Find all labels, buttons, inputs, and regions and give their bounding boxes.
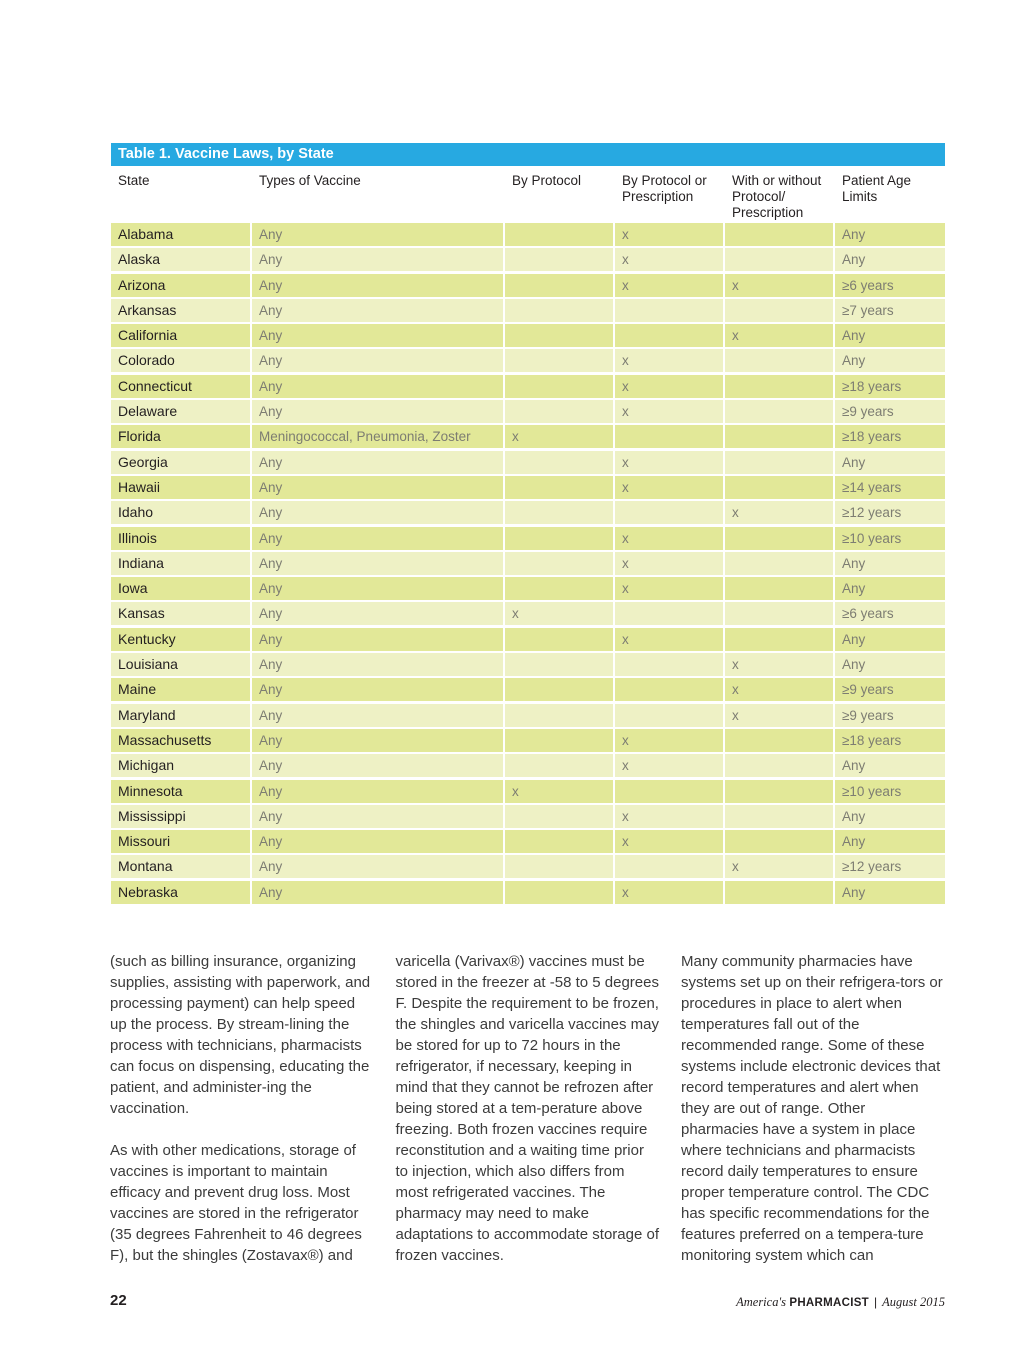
cell-types: Any xyxy=(252,729,503,752)
cell-age-limit: Any xyxy=(835,653,945,676)
cell-protocol-or-prescription xyxy=(615,299,723,322)
cell-with-or-without: x xyxy=(725,324,833,347)
cell-by-protocol xyxy=(505,805,613,828)
cell-by-protocol xyxy=(505,349,613,372)
cell-state: Colorado xyxy=(111,349,250,372)
cell-by-protocol: x xyxy=(505,602,613,625)
cell-age-limit: ≥18 years xyxy=(835,425,945,448)
paragraph: Many community pharmacies have systems set up on their refrigera-tors or procedures in place to alert when temperatures fall out of the recommended range. Some of these systems include electronic devices that record temperatures and alert when they are out of range. Other pharmacies have a system in place where technicians and pharmacists record daily temperatures to ensure proper temperature control. The CDC has specific recommendations for the features preferred on a tempera-ture monitoring system which can xyxy=(681,953,943,1264)
cell-with-or-without xyxy=(725,425,833,448)
cell-age-limit: ≥18 years xyxy=(835,729,945,752)
table-title: Table 1. Vaccine Laws, by State xyxy=(111,143,945,166)
cell-types: Any xyxy=(252,552,503,575)
header-state: State xyxy=(118,173,150,188)
cell-protocol-or-prescription: x xyxy=(615,754,723,777)
cell-protocol-or-prescription: x xyxy=(615,476,723,499)
cell-types: Any xyxy=(252,274,503,297)
cell-types: Any xyxy=(252,324,503,347)
cell-with-or-without xyxy=(725,375,833,398)
cell-state: Maine xyxy=(111,678,250,701)
cell-age-limit: Any xyxy=(835,628,945,651)
header-by-protocol-or-prescription: By Protocol or Prescription xyxy=(622,173,707,204)
cell-by-protocol: x xyxy=(505,425,613,448)
table-row xyxy=(111,678,945,703)
table-row xyxy=(111,855,945,880)
cell-age-limit: Any xyxy=(835,349,945,372)
cell-protocol-or-prescription: x xyxy=(615,375,723,398)
cell-types: Meningococcal, Pneumonia, Zoster xyxy=(252,425,503,448)
table-row xyxy=(111,552,945,577)
table-row xyxy=(111,628,945,653)
cell-types: Any xyxy=(252,855,503,878)
cell-age-limit: ≥10 years xyxy=(835,527,945,550)
cell-by-protocol: x xyxy=(505,780,613,803)
table-row xyxy=(111,881,945,906)
cell-with-or-without xyxy=(725,451,833,474)
table-row xyxy=(111,704,945,729)
cell-state: Arkansas xyxy=(111,299,250,322)
cell-protocol-or-prescription: x xyxy=(615,274,723,297)
cell-age-limit: Any xyxy=(835,248,945,271)
cell-with-or-without: x xyxy=(725,274,833,297)
cell-state: Alabama xyxy=(111,223,250,246)
table-row xyxy=(111,653,945,678)
cell-with-or-without xyxy=(725,754,833,777)
paragraph: (such as billing insurance, organizing supplies, assisting with paperwork, and processing payment) can help speed up the process. By stream-lining the process with technicians, pharmacists can focus on dispensing, educating the patient, and administer-ing the vaccination. xyxy=(110,953,371,1117)
cell-age-limit: ≥9 years xyxy=(835,704,945,727)
cell-age-limit: ≥14 years xyxy=(835,476,945,499)
table-row xyxy=(111,299,945,324)
table-row xyxy=(111,527,945,552)
cell-by-protocol xyxy=(505,527,613,550)
cell-age-limit: Any xyxy=(835,805,945,828)
cell-types: Any xyxy=(252,830,503,853)
publication-masthead xyxy=(736,1295,945,1310)
cell-age-limit: Any xyxy=(835,552,945,575)
table-row xyxy=(111,780,945,805)
table-row xyxy=(111,729,945,754)
cell-types: Any xyxy=(252,476,503,499)
cell-age-limit: ≥12 years xyxy=(835,855,945,878)
cell-protocol-or-prescription: x xyxy=(615,451,723,474)
cell-age-limit: Any xyxy=(835,223,945,246)
cell-with-or-without xyxy=(725,476,833,499)
cell-with-or-without xyxy=(725,830,833,853)
issue-date: August 2015 xyxy=(882,1295,945,1309)
header-by-protocol: By Protocol xyxy=(512,173,582,188)
cell-with-or-without xyxy=(725,223,833,246)
cell-protocol-or-prescription xyxy=(615,678,723,701)
cell-state: Missouri xyxy=(111,830,250,853)
cell-with-or-without xyxy=(725,602,833,625)
cell-age-limit: ≥6 years xyxy=(835,602,945,625)
cell-by-protocol xyxy=(505,628,613,651)
cell-by-protocol xyxy=(505,577,613,600)
cell-with-or-without xyxy=(725,729,833,752)
cell-protocol-or-prescription xyxy=(615,855,723,878)
cell-state: Georgia xyxy=(111,451,250,474)
cell-with-or-without xyxy=(725,299,833,322)
cell-with-or-without xyxy=(725,780,833,803)
article-column-2 xyxy=(396,951,660,1266)
cell-by-protocol xyxy=(505,223,613,246)
cell-state: Louisiana xyxy=(111,653,250,676)
cell-with-or-without: x xyxy=(725,855,833,878)
cell-age-limit: ≥18 years xyxy=(835,375,945,398)
cell-state: Iowa xyxy=(111,577,250,600)
table-row xyxy=(111,754,945,779)
cell-by-protocol xyxy=(505,704,613,727)
cell-age-limit: ≥9 years xyxy=(835,678,945,701)
cell-types: Any xyxy=(252,678,503,701)
cell-by-protocol xyxy=(505,274,613,297)
cell-with-or-without xyxy=(725,552,833,575)
paragraph: As with other medications, storage of vaccines is important to maintain efficacy and prevent drug loss. Most vaccines are stored in the refrigerator (35 degrees Fahrenheit to 46 degrees F), but the shingles (Zostavax®) and xyxy=(110,1142,362,1264)
cell-by-protocol xyxy=(505,324,613,347)
cell-types: Any xyxy=(252,577,503,600)
cell-types: Any xyxy=(252,805,503,828)
cell-with-or-without: x xyxy=(725,678,833,701)
cell-with-or-without xyxy=(725,349,833,372)
cell-with-or-without xyxy=(725,628,833,651)
paragraph: varicella (Varivax®) vaccines must be stored in the freezer at -58 to 5 degrees F. Despite the requirement to be frozen, the shingles and varicella vaccines may be stored for up to 72 hours in the refrigerator, if necessary, keeping in mind that they cannot be refrozen after being stored at a tem-perature above freezing. Both frozen vaccines require reconstitution and a waiting time prior to injection, which also differs from most refrigerated vaccines. The pharmacy may need to make adaptations to accommodate storage of frozen vaccines. xyxy=(395,953,659,1264)
cell-state: Kansas xyxy=(111,602,250,625)
page-footer xyxy=(110,1290,945,1314)
table-row xyxy=(111,451,945,476)
table-row xyxy=(111,223,945,248)
cell-types: Any xyxy=(252,223,503,246)
cell-with-or-without xyxy=(725,400,833,423)
cell-types: Any xyxy=(252,349,503,372)
table-row xyxy=(111,400,945,425)
cell-by-protocol xyxy=(505,653,613,676)
cell-by-protocol xyxy=(505,400,613,423)
table-row xyxy=(111,274,945,299)
cell-by-protocol xyxy=(505,855,613,878)
cell-state: Connecticut xyxy=(111,375,250,398)
table-row xyxy=(111,425,945,450)
cell-types: Any xyxy=(252,375,503,398)
page-number: 22 xyxy=(110,1292,127,1309)
cell-age-limit: Any xyxy=(835,324,945,347)
cell-state: Michigan xyxy=(111,754,250,777)
cell-types: Any xyxy=(252,653,503,676)
cell-protocol-or-prescription xyxy=(615,324,723,347)
cell-with-or-without xyxy=(725,527,833,550)
header-with-or-without: With or without Protocol/ Prescription xyxy=(732,173,822,220)
table-row xyxy=(111,501,945,526)
cell-state: Nebraska xyxy=(111,881,250,904)
cell-age-limit: ≥9 years xyxy=(835,400,945,423)
cell-by-protocol xyxy=(505,754,613,777)
cell-state: Minnesota xyxy=(111,780,250,803)
table-row xyxy=(111,375,945,400)
cell-by-protocol xyxy=(505,552,613,575)
cell-age-limit: Any xyxy=(835,451,945,474)
cell-types: Any xyxy=(252,881,503,904)
cell-state: Hawaii xyxy=(111,476,250,499)
cell-protocol-or-prescription: x xyxy=(615,830,723,853)
cell-by-protocol xyxy=(505,729,613,752)
article-column-3 xyxy=(681,951,945,1266)
vaccine-laws-table xyxy=(111,143,945,906)
table-row xyxy=(111,830,945,855)
cell-age-limit: ≥7 years xyxy=(835,299,945,322)
table-row xyxy=(111,248,945,273)
cell-protocol-or-prescription: x xyxy=(615,223,723,246)
article-body xyxy=(110,951,945,1266)
cell-with-or-without xyxy=(725,805,833,828)
cell-by-protocol xyxy=(505,451,613,474)
cell-protocol-or-prescription: x xyxy=(615,729,723,752)
cell-types: Any xyxy=(252,501,503,524)
cell-age-limit: ≥10 years xyxy=(835,780,945,803)
cell-with-or-without xyxy=(725,577,833,600)
masthead-italic: America's xyxy=(736,1295,786,1309)
cell-protocol-or-prescription xyxy=(615,602,723,625)
cell-protocol-or-prescription: x xyxy=(615,628,723,651)
table-row xyxy=(111,324,945,349)
table-row xyxy=(111,805,945,830)
cell-types: Any xyxy=(252,248,503,271)
cell-types: Any xyxy=(252,299,503,322)
cell-age-limit: Any xyxy=(835,830,945,853)
cell-by-protocol xyxy=(505,501,613,524)
cell-with-or-without xyxy=(725,881,833,904)
cell-protocol-or-prescription xyxy=(615,425,723,448)
table-body xyxy=(111,223,945,906)
cell-protocol-or-prescription xyxy=(615,653,723,676)
cell-state: Montana xyxy=(111,855,250,878)
table-header-row xyxy=(111,166,945,223)
cell-protocol-or-prescription xyxy=(615,704,723,727)
cell-by-protocol xyxy=(505,830,613,853)
cell-types: Any xyxy=(252,451,503,474)
cell-by-protocol xyxy=(505,299,613,322)
cell-age-limit: Any xyxy=(835,577,945,600)
cell-protocol-or-prescription: x xyxy=(615,248,723,271)
cell-state: Kentucky xyxy=(111,628,250,651)
cell-state: Idaho xyxy=(111,501,250,524)
cell-protocol-or-prescription xyxy=(615,780,723,803)
cell-protocol-or-prescription: x xyxy=(615,552,723,575)
cell-by-protocol xyxy=(505,476,613,499)
cell-types: Any xyxy=(252,628,503,651)
cell-by-protocol xyxy=(505,678,613,701)
cell-by-protocol xyxy=(505,375,613,398)
cell-types: Any xyxy=(252,527,503,550)
header-types-of-vaccine: Types of Vaccine xyxy=(259,173,361,188)
cell-age-limit: ≥6 years xyxy=(835,274,945,297)
cell-age-limit: ≥12 years xyxy=(835,501,945,524)
table-row xyxy=(111,476,945,501)
cell-state: Maryland xyxy=(111,704,250,727)
cell-protocol-or-prescription: x xyxy=(615,349,723,372)
table-row xyxy=(111,602,945,627)
cell-state: Alaska xyxy=(111,248,250,271)
cell-by-protocol xyxy=(505,881,613,904)
cell-state: Indiana xyxy=(111,552,250,575)
cell-with-or-without xyxy=(725,248,833,271)
cell-protocol-or-prescription: x xyxy=(615,527,723,550)
cell-with-or-without: x xyxy=(725,501,833,524)
table-row xyxy=(111,349,945,374)
cell-with-or-without: x xyxy=(725,704,833,727)
cell-state: Florida xyxy=(111,425,250,448)
cell-types: Any xyxy=(252,400,503,423)
cell-types: Any xyxy=(252,602,503,625)
cell-types: Any xyxy=(252,754,503,777)
cell-state: Illinois xyxy=(111,527,250,550)
cell-protocol-or-prescription: x xyxy=(615,577,723,600)
cell-protocol-or-prescription xyxy=(615,501,723,524)
cell-with-or-without: x xyxy=(725,653,833,676)
cell-protocol-or-prescription: x xyxy=(615,881,723,904)
cell-age-limit: Any xyxy=(835,881,945,904)
table-row xyxy=(111,577,945,602)
cell-state: Arizona xyxy=(111,274,250,297)
cell-age-limit: Any xyxy=(835,754,945,777)
cell-protocol-or-prescription: x xyxy=(615,400,723,423)
cell-state: Mississippi xyxy=(111,805,250,828)
article-column-1 xyxy=(110,951,374,1266)
cell-types: Any xyxy=(252,704,503,727)
cell-protocol-or-prescription: x xyxy=(615,805,723,828)
masthead-separator: | xyxy=(874,1295,878,1309)
cell-state: Massachusetts xyxy=(111,729,250,752)
cell-state: California xyxy=(111,324,250,347)
cell-types: Any xyxy=(252,780,503,803)
cell-state: Delaware xyxy=(111,400,250,423)
masthead-bold: PHARMACIST xyxy=(789,1297,870,1309)
header-patient-age-limits: Patient Age Limits xyxy=(842,173,912,204)
cell-by-protocol xyxy=(505,248,613,271)
